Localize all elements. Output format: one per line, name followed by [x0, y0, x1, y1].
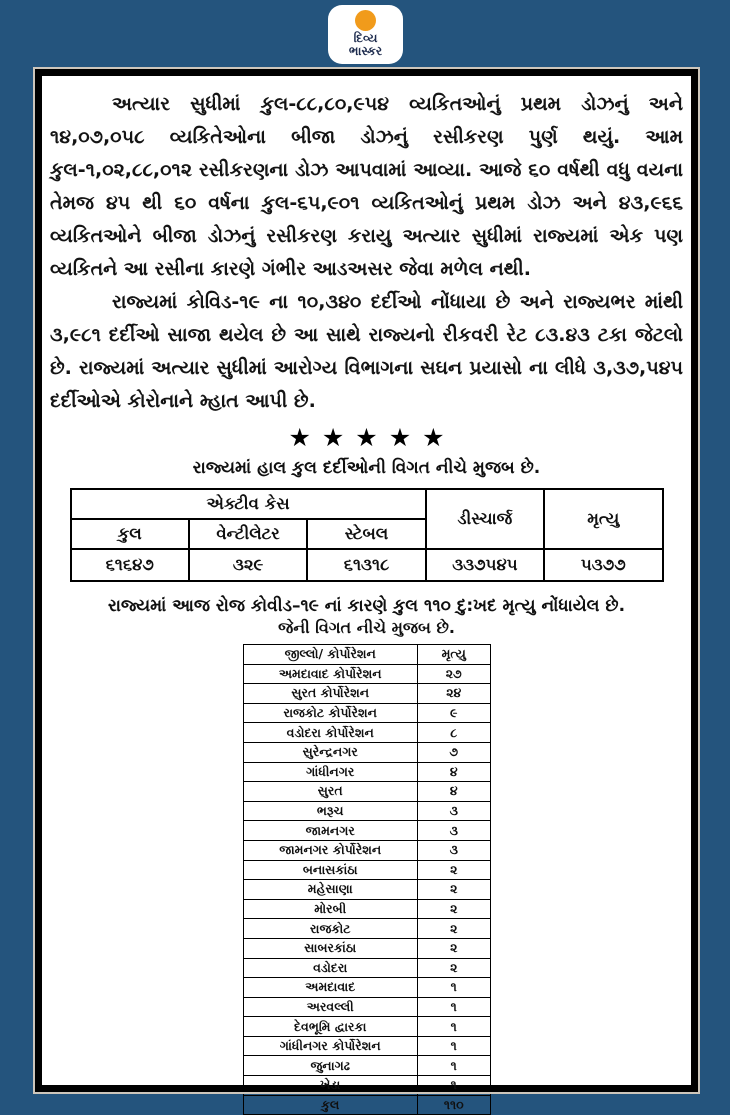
table-row: [243, 938, 490, 958]
district-name: ખેડા: [243, 1076, 417, 1096]
summary-table-heading: રાજ્યમાં હાલ કુલ દર્દીઓની વિગત નીચે મુજબ છે.: [192, 458, 541, 478]
table-row: [243, 821, 490, 841]
district-name: મોરબી: [243, 899, 417, 919]
stable-subheader: સ્ટેબલ: [307, 519, 425, 549]
district-name: જામનગર કોર્પોરેશન: [243, 840, 417, 860]
daily-deaths-subheading: જેની વિગત નીચે મુજબ છે.: [278, 618, 455, 637]
table-row: [243, 762, 490, 782]
district-name: વડોદરા કોર્પોરેશન: [243, 723, 417, 743]
table-row: [243, 1076, 490, 1096]
table-row: [243, 782, 490, 802]
death-count: ૧: [417, 1076, 490, 1096]
total-subheader: કુલ: [71, 519, 189, 549]
district-name: ભરૂચ: [243, 801, 417, 821]
district-name: બનાસકાંઠા: [243, 860, 417, 880]
district-name: ગાંધીનગર કોર્પોરેશન: [243, 1036, 417, 1056]
deaths-column-header: મૃત્યુ: [417, 645, 490, 665]
vaccination-paragraph: અત્યાર સુધીમાં કુલ-૮૮,૮૦,૯૫૪ વ્યકિતઓનું પ્રથમ ડોઝનું અને ૧૪,૦૭,૦૫૮ વ્યકિતેઓના બીજા ડોઝનું રસીકરણ પુર્ણ થયું. આમ કુલ-૧,૦૨,૮૮,૦૧૨ રસીકરણના ડોઝ આપવામાં આવ્યા. આજે ૬૦ વર્ષથી વધુ વયના તેમજ ૪૫ થી ૬૦ વર્ષના કુલ-૬૫,૯૦૧ વ્યકિતઓનું પ્રથમ ડોઝ અને ૪૩,૯૬૬ વ્યકિતઓને બીજા ડોઝનું રસીકરણ કરાયુ અત્યાર સુધીમાં રાજ્યમાં એક પણ વ્યકિતને આ રસીના કારણે ગંભીર આડઅસર જેવા મળેલ નથી.: [50, 93, 683, 280]
death-count: ૪: [417, 782, 490, 802]
logo-text-line2: ભાસ્કર: [348, 44, 383, 58]
table-row: [243, 801, 490, 821]
district-name: સુરેન્દ્રનગર: [243, 742, 417, 762]
case-summary-table: [70, 488, 664, 582]
table-row: [243, 742, 490, 762]
district-deaths-table: [243, 644, 491, 1115]
total-death-count: ૧૧૦: [417, 1095, 490, 1115]
death-count: ૨૭: [417, 664, 490, 684]
district-name: દેવભૂમિ દ્વારકા: [243, 1017, 417, 1037]
death-count: ૨: [417, 899, 490, 919]
death-header: મૃત્યુ: [544, 489, 662, 549]
recovery-paragraph: રાજ્યમાં કોવિડ-૧૯ ના ૧૦,૩૪૦ દર્દીઓ નોંધાયા છે અને રાજ્યભર માંથી ૩,૯૮૧ દર્દીઓ સાજા થયેલ છે આ સાથે રાજ્યનો રીકવરી રેટ ૮૩.૪૩ ટકા જેટલો છે. રાજ્યમાં અત્યાર સુધીમાં આરોગ્ય વિભાગના સઘન પ્રયાસો ના લીધે ૩,૩૭,૫૪૫ દર્દીઓએ કોરોનાને મ્હાત આપી છે.: [50, 291, 683, 412]
district-name: રાજકોટ: [243, 919, 417, 939]
total-active-value: ૬૧૬૪૭: [71, 549, 189, 581]
table-row: [243, 860, 490, 880]
star-separator: ★★★★★: [288, 423, 456, 452]
press-note-card: [35, 69, 698, 1112]
logo-text-line1: દિવ્ય: [353, 31, 378, 45]
death-count: ૩: [417, 821, 490, 841]
stable-value: ૬૧૩૧૮: [307, 549, 425, 581]
ventilator-subheader: વેન્ટીલેટર: [189, 519, 307, 549]
death-count: ૩: [417, 840, 490, 860]
table-row: [243, 978, 490, 998]
total-row: [243, 1095, 490, 1115]
table-row: [243, 664, 490, 684]
total-label: કુલ: [243, 1095, 417, 1115]
logo-sun-icon: [355, 10, 376, 31]
death-count: ૨૪: [417, 684, 490, 704]
death-count: ૧: [417, 1056, 490, 1076]
table-row: [243, 723, 490, 743]
death-count: ૧: [417, 978, 490, 998]
death-count: ૧: [417, 997, 490, 1017]
district-name: અમદાવાદ કોર્પોરેશન: [243, 664, 417, 684]
death-count: ૧: [417, 1036, 490, 1056]
district-name: વડોદરા: [243, 958, 417, 978]
death-count: ૧: [417, 1017, 490, 1037]
divya-bhaskar-logo: [328, 5, 403, 64]
table-row: [243, 1036, 490, 1056]
discharge-value: ૩૩૭૫૪૫: [426, 549, 544, 581]
table-row: [243, 958, 490, 978]
death-count: ૪: [417, 762, 490, 782]
table-row: [243, 703, 490, 723]
death-value: ૫૩૭૭: [544, 549, 662, 581]
death-count: ૨: [417, 860, 490, 880]
table-row: [243, 919, 490, 939]
discharge-header: ડીસ્ચાર્જ: [426, 489, 544, 549]
district-name: જુનાગઢ: [243, 1056, 417, 1076]
death-count: ૩: [417, 801, 490, 821]
district-name: અરવલ્લી: [243, 997, 417, 1017]
death-count: ૯: [417, 703, 490, 723]
district-name: અમદાવાદ: [243, 978, 417, 998]
district-name: સુરત કોર્પોરેશન: [243, 684, 417, 704]
table-row: [243, 997, 490, 1017]
district-name: સાબરકાંઠા: [243, 938, 417, 958]
death-count: ૨: [417, 958, 490, 978]
district-name: ગાંધીનગર: [243, 762, 417, 782]
table-row: [243, 899, 490, 919]
district-name: સુરત: [243, 782, 417, 802]
death-count: ૨: [417, 919, 490, 939]
daily-deaths-heading: રાજ્યમાં આજ રોજ કોવીડ–૧૯ નાં કારણે કુલ ૧૧૦ દુ:ખદ મૃત્યુ નોંધાયેલ છે.: [107, 596, 626, 616]
death-count: ૨: [417, 880, 490, 900]
table-row: [243, 840, 490, 860]
table-row: [243, 880, 490, 900]
table-row: [71, 489, 663, 519]
district-name: રાજકોટ કોર્પોરેશન: [243, 703, 417, 723]
death-count: ૭: [417, 742, 490, 762]
ventilator-value: ૩૨૯: [189, 549, 307, 581]
table-row: [243, 1056, 490, 1076]
district-column-header: જીલ્લો/ કોર્પોરેશન: [243, 645, 417, 665]
card-content: [42, 76, 691, 1115]
table-row: [71, 549, 663, 581]
table-row: [243, 684, 490, 704]
active-cases-header: એક્ટીવ કેસ: [71, 489, 426, 519]
death-count: ૮: [417, 723, 490, 743]
table-header-row: [243, 645, 490, 665]
death-count: ૨: [417, 938, 490, 958]
district-name: જામનગર: [243, 821, 417, 841]
district-name: મહેસાણા: [243, 880, 417, 900]
table-row: [243, 1017, 490, 1037]
